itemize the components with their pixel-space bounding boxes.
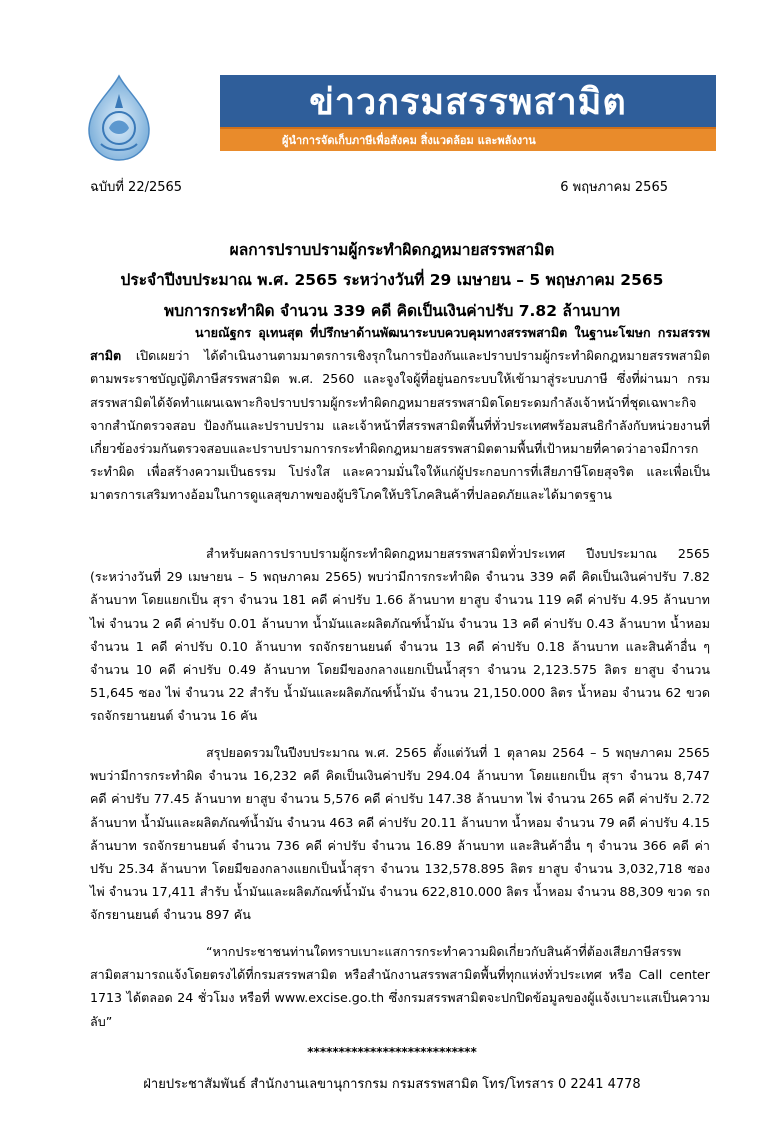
fiscal-summary-text: สรุปยอดรวมในปีงบประมาณ พ.ศ. 2565 ตั้งแต่วันที่ 1 ตุลาคม 2564 – 5 พฤษภาคม 2565 พบว่ามีการกระทำผิด จำนวน 16,232 คดี คิดเป็นเงินค่าปรับ 294.04 ล้านบาท โดยแยกเป็น สุรา จำนวน 8,747 คดี ค่าปรับ 77.45 ล้านบาท ยาสูบ จำนวน 5,576 คดี ค่าปรับ 147.38 ล้านบาท ไพ่ จำนวน 265 คดี ค่าปรับ 2.72 ล้านบาท น้ำมันและผลิตภัณฑ์น้ำมัน จำนวน 463 คดี ค่าปรับ 20.11 ล้านบาท น้ำหอม จำนวน 79 คดี ค่าปรับ 4.15 ล้านบาท รถจักรยานยนต์ จำนวน 736 คดี ค่าปรับ จำนวน 16.89 ล้านบาท และสินค้าอื่น ๆ จำนวน 366 คดี ค่าปรับ 25.34 ล้านบาท โดยมีของกลางแยกเป็นน้ำสุรา จำนวน 132,578.895 ลิตร ยาสูบ จำนวน 3,032,718 ซอง ไพ่ จำนวน 17,411 สำรับ น้ำมันและผลิตภัณฑ์น้ำมัน จำนวน 622,810.000 ลิตร น้ำหอม จำนวน 88,309 ขวด รถจักรยานยนต์ จำนวน 897 คัน (90, 745, 710, 923)
separator-stars: *************************** (307, 1045, 477, 1059)
paragraph-weekly-results (90, 542, 710, 728)
banner-subtitle: ผู้นำการจัดเก็บภาษีเพื่อสังคม สิ่งแวดล้อม และพลังงาน (282, 134, 536, 147)
banner-title-bar (220, 75, 716, 127)
weekly-results-text: สำหรับผลการปราบปรามผู้กระทำผิดกฎหมายสรรพสามิตทั่วประเทศ ปีงบประมาณ 2565 (ระหว่างวันที่ 29 เมษายน – 5 พฤษภาคม 2565) พบว่ามีการกระทำผิด จำนวน 339 คดี คิดเป็นเงินค่าปรับ 7.82 ล้านบาท โดยแยกเป็น สุรา จำนวน 181 คดี ค่าปรับ 1.66 ล้านบาท ยาสูบ จำนวน 119 คดี ค่าปรับ 4.95 ล้านบาท ไพ่ จำนวน 2 คดี ค่าปรับ 0.01 ล้านบาท น้ำมันและผลิตภัณฑ์น้ำมัน จำนวน 13 คดี ค่าปรับ 0.43 ล้านบาท น้ำหอม จำนวน 1 คดี ค่าปรับ 0.10 ล้านบาท รถจักรยานยนต์ จำนวน 13 คดี ค่าปรับ 0.18 ล้านบาท และสินค้าอื่น ๆ จำนวน 10 คดี ค่าปรับ 0.49 ล้านบาท โดยมีของกลางแยกเป็นน้ำสุรา จำนวน 2,123.575 ลิตร ยาสูบ จำนวน 51,645 ซอง ไพ่ จำนวน 22 สำรับ น้ำมันและผลิตภัณฑ์น้ำมัน จำนวน 21,150.000 ลิตร น้ำหอม จำนวน 62 ขวด รถจักรยานยนต์ จำนวน 16 คัน (90, 546, 710, 724)
paragraph-intro (90, 321, 710, 507)
news-banner (220, 75, 716, 151)
headline-line-1: ผลการปราบปรามผู้กระทำผิดกฎหมายสรรพสามิต (229, 241, 555, 259)
headline-line-3: พบการกระทำผิด จำนวน 339 คดี คิดเป็นเงินค่าปรับ 7.82 ล้านบาท (164, 302, 620, 320)
logo-emblem-icon (83, 74, 155, 162)
excise-department-logo (83, 74, 155, 162)
footer-contact: ฝ่ายประชาสัมพันธ์ สำนักงานเลขานุการกรม กรมสรรพสามิต โทร/โทรสาร 0 2241 4778 (143, 1077, 641, 1092)
banner-title: ข่าวกรมสรรพสามิต (309, 81, 627, 123)
banner-subtitle-bar (220, 127, 716, 151)
publish-date: 6 พฤษภาคม 2565 (560, 180, 668, 195)
hotline-notice-text: “หากประชาชนท่านใดทราบเบาะแสการกระทำความผิดเกี่ยวกับสินค้าที่ต้องเสียภาษีสรรพสามิตสามารถแจ้งโดยตรงได้ที่กรมสรรพสามิต หรือสำนักงานสรรพสามิตพื้นที่ทุกแห่งทั่วประเทศ หรือ Call center 1713 ได้ตลอด 24 ชั่วโมง หรือที่ www.excise.go.th ซึ่งกรมสรรพสามิตจะปกปิดข้อมูลของผู้แจ้งเบาะแสเป็นความลับ” (90, 944, 710, 1029)
paragraph-fiscal-summary (90, 741, 710, 927)
issue-number: ฉบับที่ 22/2565 (90, 180, 183, 195)
spokesperson-lead: นายณัฐกร อุเทนสุต ที่ปรึกษาด้านพัฒนาระบบควบคุมทางสรรพสามิต ในฐานะโฆษก กรมสรรพสามิต (90, 325, 710, 364)
intro-text: เปิดเผยว่า ได้ดำเนินงานตามมาตรการเชิงรุกในการป้องกันและปราบปรามผู้กระทำผิดกฎหมายสรรพสามิตตามพระราชบัญญัติภาษีสรรพสามิต พ.ศ. 2560 และจูงใจผู้ที่อยู่นอกระบบให้เข้ามาสู่ระบบภาษี ซึ่งที่ผ่านมา กรมสรรพสามิตได้จัดทำแผนเฉพาะกิจปราบปรามผู้กระทำผิดกฎหมายสรรพสามิตโดยระดมกำลังเจ้าหน้าที่ชุดเฉพาะกิจจากสำนักตรวจสอบ ป้องกันและปราบปราม และเจ้าหน้าที่สรรพสามิตพื้นที่ทั่วประเทศพร้อมสนธิกำลังกับหน่วยงานที่เกี่ยวข้องร่วมกันตรวจสอบและปราบปรามการกระทำผิดกฎหมายสรรพสามิตตามพื้นที่เป้าหมายที่คาดว่าอาจมีการกระทำผิด เพื่อสร้างความเป็นธรรม โปร่งใส และความมั่นใจให้แก่ผู้ประกอบการที่เสียภาษีโดยสุจริต และเพื่อเป็นมาตรการเสริมทางอ้อมในการดูแลสุขภาพของผู้บริโภคให้บริโภคสินค้าที่ปลอดภัยและได้มาตรฐาน (90, 348, 710, 503)
paragraph-hotline-notice (90, 940, 710, 1033)
headline-line-2: ประจำปีงบประมาณ พ.ศ. 2565 ระหว่างวันที่ 29 เมษายน – 5 พฤษภาคม 2565 (120, 271, 664, 289)
